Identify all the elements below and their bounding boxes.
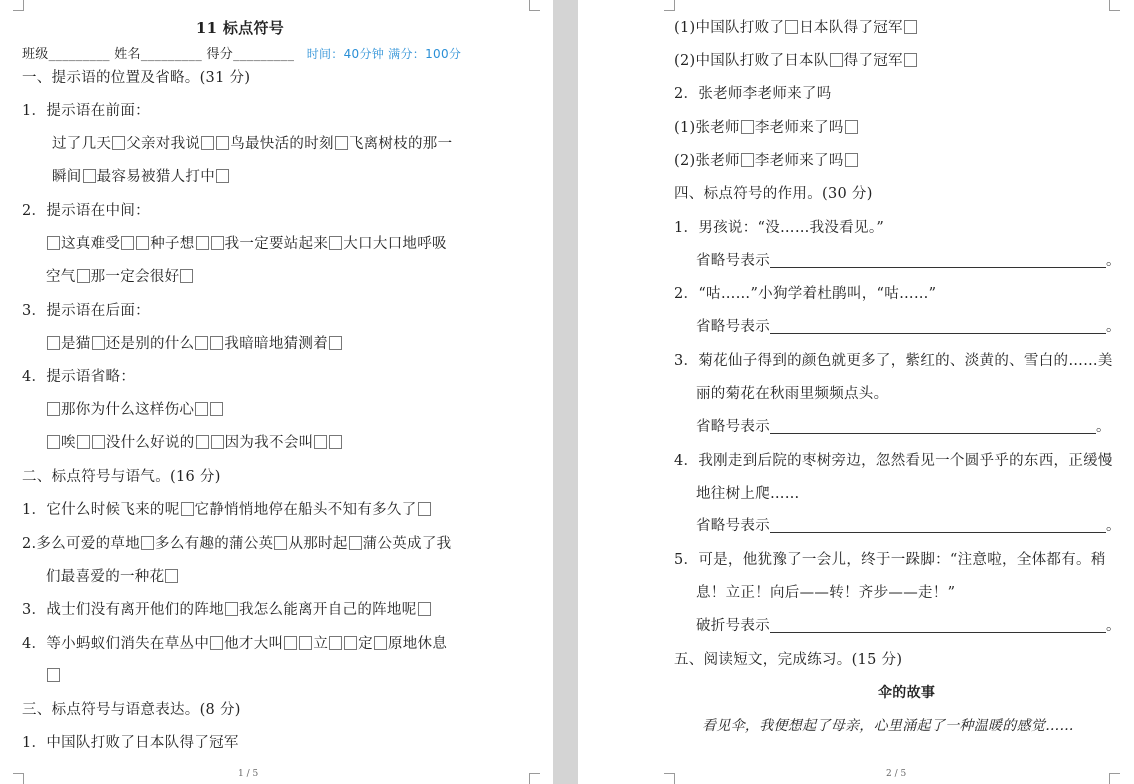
punctuation-blank[interactable] bbox=[904, 20, 917, 34]
question-3-2: 2．张老师李老师来了吗 bbox=[674, 86, 832, 102]
answer-line bbox=[696, 417, 1111, 437]
sentence-text: 那你为什么这样伤心 bbox=[61, 402, 195, 418]
punctuation-blank[interactable] bbox=[136, 236, 149, 250]
answer-label: 破折号表示 bbox=[696, 618, 770, 634]
sentence-text: (2)中国队打败了日本队 bbox=[674, 53, 829, 69]
punctuation-blank[interactable] bbox=[77, 435, 90, 449]
sentence-text: (1)张老师 bbox=[674, 120, 740, 136]
question-4-3-line-a: 3．菊花仙子得到的颜色就更多了，紫红的、淡黄的、雪白的……美 bbox=[674, 353, 1113, 369]
sentence-text: 立 bbox=[313, 636, 329, 652]
punctuation-blank[interactable] bbox=[274, 536, 287, 550]
page-title: 11 标点符号 bbox=[195, 19, 285, 37]
sentence-text: 瞬间 bbox=[52, 169, 82, 185]
answer-line bbox=[696, 317, 1121, 337]
punctuation-blank[interactable] bbox=[216, 169, 229, 183]
question-4-5-line-a: 5．可是，他犹豫了一会儿，终于一跺脚：“注意啦，全体都有。稍 bbox=[674, 552, 1106, 568]
sentence-text: 还是别的什么 bbox=[105, 336, 195, 352]
question-2-2-line-a bbox=[22, 534, 451, 554]
punctuation-blank[interactable] bbox=[349, 536, 362, 550]
sentence-text: 我一定要站起来 bbox=[224, 236, 329, 252]
punctuation-blank[interactable] bbox=[329, 636, 342, 650]
punctuation-blank[interactable] bbox=[180, 269, 193, 283]
question-3-2-option-1 bbox=[674, 118, 859, 138]
sentence-text: 因为我不会叫 bbox=[224, 435, 314, 451]
sentence-text: (2)张老师 bbox=[674, 153, 740, 169]
section-1-heading: 一、提示语的位置及省略。(31 分) bbox=[22, 70, 251, 86]
answer-blank[interactable] bbox=[770, 518, 1106, 533]
question-4-1: 1．男孩说：“没……我没看见。” bbox=[674, 220, 885, 236]
punctuation-blank[interactable] bbox=[92, 435, 105, 449]
corner-mark bbox=[13, 773, 24, 784]
sentence-text: 李老师来了吗 bbox=[754, 153, 844, 169]
page-1 bbox=[0, 0, 553, 784]
punctuation-blank[interactable] bbox=[299, 636, 312, 650]
question-2-1 bbox=[22, 500, 432, 520]
punctuation-blank[interactable] bbox=[284, 636, 297, 650]
sentence-text: 从那时起 bbox=[288, 536, 348, 552]
corner-mark bbox=[664, 0, 675, 11]
punctuation-blank[interactable] bbox=[165, 569, 178, 583]
answer-blank[interactable] bbox=[770, 419, 1096, 434]
punctuation-blank[interactable] bbox=[845, 153, 858, 167]
question-4-3-line-b: 丽的菊花在秋雨里频频点头。 bbox=[696, 386, 889, 402]
answer-label: 省略号表示 bbox=[696, 419, 770, 435]
question-1-2-title: 2．提示语在中间： bbox=[22, 203, 150, 219]
answer-blank[interactable] bbox=[770, 319, 1106, 334]
answer-label: 省略号表示 bbox=[696, 319, 770, 335]
punctuation-blank[interactable] bbox=[741, 153, 754, 167]
time-info: 时间：40分钟 满分：100分 bbox=[306, 47, 462, 61]
punctuation-blank[interactable] bbox=[47, 236, 60, 250]
answer-label: 省略号表示 bbox=[696, 253, 770, 269]
punctuation-blank[interactable] bbox=[83, 169, 96, 183]
punctuation-blank[interactable] bbox=[196, 236, 209, 250]
punctuation-blank[interactable] bbox=[112, 136, 125, 150]
sentence-text: 那一定会很好 bbox=[90, 269, 180, 285]
sentence-text: 大口大口地呼吸 bbox=[343, 236, 447, 252]
corner-mark bbox=[664, 773, 675, 784]
punctuation-blank[interactable] bbox=[195, 336, 208, 350]
section-5-heading: 五、阅读短文，完成练习。(15 分) bbox=[674, 652, 903, 668]
punctuation-blank[interactable] bbox=[210, 636, 223, 650]
punctuation-blank[interactable] bbox=[47, 402, 60, 416]
question-3-2-option-2 bbox=[674, 151, 859, 171]
sentence-text: 蒲公英成了我 bbox=[362, 536, 452, 552]
page-number: 1 / 5 bbox=[238, 769, 259, 779]
corner-mark bbox=[529, 0, 540, 11]
sentence-text: 它静悄悄地停在船头不知有多久了 bbox=[194, 502, 417, 518]
question-1-3-line-a bbox=[46, 334, 343, 354]
question-1-1-line-b bbox=[52, 167, 230, 187]
sentence-text: 唉 bbox=[61, 435, 76, 451]
question-3-1: 1．中国队打败了日本队得了冠军 bbox=[22, 735, 239, 751]
sentence-text: (1)中国队打败了 bbox=[674, 20, 785, 36]
question-4-2: 2．“咕……”小狗学着杜鹃叫，“咕……” bbox=[674, 286, 937, 302]
punctuation-blank[interactable] bbox=[418, 602, 431, 616]
answer-blank[interactable] bbox=[770, 618, 1106, 633]
sentence-text: 我暗暗地猜测着 bbox=[224, 336, 329, 352]
sentence-text: 这真难受 bbox=[61, 236, 121, 252]
punctuation-blank[interactable] bbox=[374, 636, 387, 650]
page-2 bbox=[578, 0, 1134, 784]
question-2-4-line-a bbox=[22, 634, 447, 654]
sentence-text: 得了冠军 bbox=[843, 53, 903, 69]
question-4-5-line-b: 息！立正！向后——转！齐步——走！” bbox=[696, 585, 956, 601]
punctuation-blank[interactable] bbox=[121, 236, 134, 250]
question-3-1-option-2 bbox=[674, 51, 918, 71]
end-mark: 。 bbox=[1106, 319, 1121, 335]
sentence-text: 1．它什么时候飞来的呢 bbox=[22, 502, 180, 518]
punctuation-blank[interactable] bbox=[210, 336, 223, 350]
sentence-text: 们最喜爱的一种花 bbox=[46, 569, 165, 585]
question-2-3 bbox=[22, 600, 432, 620]
question-1-2-line-a bbox=[46, 234, 447, 254]
punctuation-blank[interactable] bbox=[210, 402, 223, 416]
sentence-text: 父亲对我说 bbox=[126, 136, 201, 152]
end-mark: 。 bbox=[1096, 419, 1111, 435]
sentence-text: 种子想 bbox=[150, 236, 195, 252]
corner-mark bbox=[1109, 773, 1120, 784]
punctuation-blank[interactable] bbox=[329, 435, 342, 449]
info-line bbox=[22, 44, 461, 65]
story-text: 看见伞，我便想起了母亲，心里涌起了一种温暖的感觉…… bbox=[702, 718, 1074, 734]
sentence-text: 是猫 bbox=[61, 336, 91, 352]
section-2-heading: 二、标点符号与语气。(16 分) bbox=[22, 469, 221, 485]
sentence-text: 飞离树枝的那一 bbox=[348, 136, 453, 152]
answer-label: 省略号表示 bbox=[696, 518, 770, 534]
sentence-text: 原地休息 bbox=[387, 636, 448, 652]
question-2-2-line-b bbox=[46, 567, 179, 587]
punctuation-blank[interactable] bbox=[335, 136, 348, 150]
sentence-text: 过了几天 bbox=[52, 136, 112, 152]
question-3-1-option-1 bbox=[674, 18, 918, 38]
student-info-fields: 班级_________ 姓名_________ 得分_________ bbox=[22, 47, 295, 62]
answer-blank[interactable] bbox=[770, 253, 1106, 268]
sentence-text: 他才大叫 bbox=[224, 636, 284, 652]
section-4-heading: 四、标点符号的作用。(30 分) bbox=[674, 186, 873, 202]
punctuation-blank[interactable] bbox=[211, 236, 224, 250]
corner-mark bbox=[529, 773, 540, 784]
punctuation-blank[interactable] bbox=[741, 120, 754, 134]
question-4-4-line-b: 地往树上爬…… bbox=[696, 486, 800, 502]
punctuation-blank[interactable] bbox=[845, 120, 858, 134]
punctuation-blank[interactable] bbox=[329, 236, 342, 250]
end-mark: 。 bbox=[1106, 618, 1121, 634]
punctuation-blank[interactable] bbox=[211, 435, 224, 449]
punctuation-blank[interactable] bbox=[329, 336, 342, 350]
sentence-text: 4．等小蚂蚁们消失在草丛中 bbox=[22, 636, 210, 652]
question-1-2-line-b bbox=[46, 267, 194, 287]
answer-line bbox=[696, 616, 1121, 636]
punctuation-blank[interactable] bbox=[904, 53, 917, 67]
question-1-1-title: 1．提示语在前面： bbox=[22, 103, 150, 119]
section-3-heading: 三、标点符号与语意表达。(8 分) bbox=[22, 702, 241, 718]
sentence-text: 定 bbox=[358, 636, 373, 652]
sentence-text: 李老师来了吗 bbox=[754, 120, 844, 136]
question-1-1-line-a bbox=[52, 134, 452, 154]
end-mark: 。 bbox=[1106, 253, 1121, 269]
sentence-text: 空气 bbox=[46, 269, 76, 285]
sentence-text: 最容易被猎人打中 bbox=[96, 169, 216, 185]
question-1-4-line-b bbox=[46, 433, 343, 453]
sentence-text: 多么有趣的蒲公英 bbox=[155, 536, 274, 552]
sentence-text: 鸟最快活的时刻 bbox=[230, 136, 334, 152]
end-mark: 。 bbox=[1106, 518, 1121, 534]
page-number: 2 / 5 bbox=[886, 769, 907, 779]
sentence-text: 3．战士们没有离开他们的阵地 bbox=[22, 602, 224, 618]
punctuation-blank[interactable] bbox=[830, 53, 843, 67]
question-4-4-line-a: 4．我刚走到后院的枣树旁边，忽然看见一个圆乎乎的东西，正缓慢 bbox=[674, 453, 1113, 469]
punctuation-blank[interactable] bbox=[47, 668, 60, 682]
punctuation-blank[interactable] bbox=[344, 636, 357, 650]
question-1-4-line-a bbox=[46, 400, 224, 420]
story-title: 伞的故事 bbox=[878, 685, 936, 701]
answer-line bbox=[696, 251, 1121, 271]
punctuation-blank[interactable] bbox=[314, 435, 327, 449]
question-1-4-title: 4．提示语省略： bbox=[22, 369, 136, 385]
punctuation-blank[interactable] bbox=[195, 402, 208, 416]
corner-mark bbox=[13, 0, 24, 11]
question-2-4-line-b bbox=[46, 666, 61, 686]
sentence-text: 2.多么可爱的草地 bbox=[22, 536, 141, 552]
punctuation-blank[interactable] bbox=[181, 502, 194, 516]
sentence-text: 我怎么能离开自己的阵地呢 bbox=[238, 602, 417, 618]
punctuation-blank[interactable] bbox=[47, 336, 60, 350]
punctuation-blank[interactable] bbox=[216, 136, 229, 150]
punctuation-blank[interactable] bbox=[47, 435, 60, 449]
answer-line bbox=[696, 516, 1121, 536]
sentence-text: 没什么好说的 bbox=[105, 435, 195, 451]
punctuation-blank[interactable] bbox=[225, 602, 238, 616]
corner-mark bbox=[1109, 0, 1120, 11]
punctuation-blank[interactable] bbox=[418, 502, 431, 516]
punctuation-blank[interactable] bbox=[92, 336, 105, 350]
punctuation-blank[interactable] bbox=[141, 536, 154, 550]
question-1-3-title: 3．提示语在后面： bbox=[22, 303, 150, 319]
punctuation-blank[interactable] bbox=[77, 269, 90, 283]
sentence-text: 日本队得了冠军 bbox=[799, 20, 903, 36]
punctuation-blank[interactable] bbox=[196, 435, 209, 449]
punctuation-blank[interactable] bbox=[785, 20, 798, 34]
punctuation-blank[interactable] bbox=[201, 136, 214, 150]
